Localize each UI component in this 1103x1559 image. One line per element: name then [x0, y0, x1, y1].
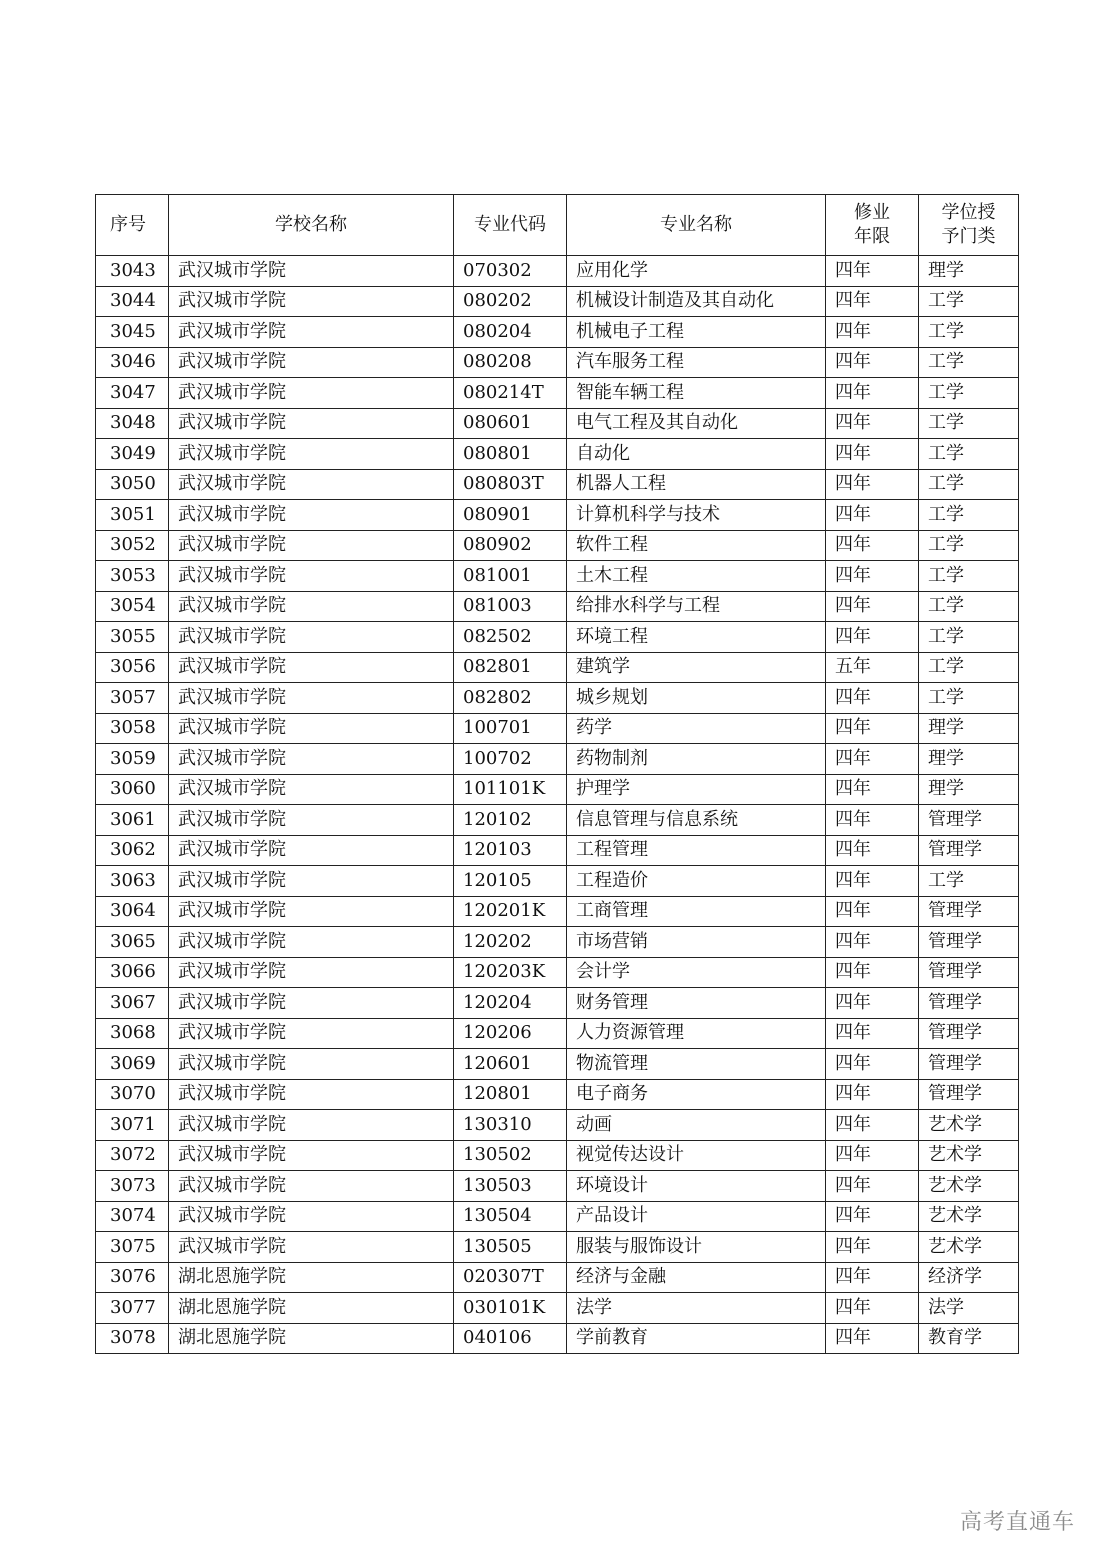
cell-code: 070302 — [454, 256, 567, 287]
cell-code: 082801 — [454, 652, 567, 683]
cell-duration: 四年 — [826, 530, 919, 561]
cell-code: 040106 — [454, 1323, 567, 1354]
cell-major: 软件工程 — [567, 530, 826, 561]
cell-major: 城乡规划 — [567, 683, 826, 714]
cell-seq: 3065 — [96, 927, 169, 958]
cell-code: 080204 — [454, 317, 567, 348]
cell-duration: 四年 — [826, 744, 919, 775]
cell-seq: 3073 — [96, 1171, 169, 1202]
table-row — [96, 1293, 1019, 1324]
cell-degree: 艺术学 — [919, 1201, 1019, 1232]
cell-seq: 3058 — [96, 713, 169, 744]
table-body — [96, 256, 1019, 1354]
cell-major: 应用化学 — [567, 256, 826, 287]
cell-major: 土木工程 — [567, 561, 826, 592]
cell-major: 汽车服务工程 — [567, 347, 826, 378]
cell-degree: 工学 — [919, 622, 1019, 653]
cell-major: 工程造价 — [567, 866, 826, 897]
table-row — [96, 1018, 1019, 1049]
cell-school: 武汉城市学院 — [169, 469, 454, 500]
table-row — [96, 439, 1019, 470]
table-row — [96, 622, 1019, 653]
cell-degree: 艺术学 — [919, 1140, 1019, 1171]
header-school: 学校名称 — [169, 195, 454, 256]
cell-school: 武汉城市学院 — [169, 1171, 454, 1202]
cell-duration: 四年 — [826, 439, 919, 470]
cell-degree: 工学 — [919, 286, 1019, 317]
cell-school: 武汉城市学院 — [169, 622, 454, 653]
cell-degree: 理学 — [919, 256, 1019, 287]
cell-degree: 管理学 — [919, 1018, 1019, 1049]
cell-major: 经济与金融 — [567, 1262, 826, 1293]
cell-school: 武汉城市学院 — [169, 652, 454, 683]
cell-degree: 管理学 — [919, 988, 1019, 1019]
cell-seq: 3068 — [96, 1018, 169, 1049]
cell-school: 武汉城市学院 — [169, 835, 454, 866]
cell-duration: 四年 — [826, 286, 919, 317]
cell-degree: 工学 — [919, 530, 1019, 561]
cell-seq: 3061 — [96, 805, 169, 836]
cell-code: 100701 — [454, 713, 567, 744]
cell-code: 120206 — [454, 1018, 567, 1049]
cell-code: 130503 — [454, 1171, 567, 1202]
table-row — [96, 1171, 1019, 1202]
cell-degree: 工学 — [919, 500, 1019, 531]
cell-duration: 四年 — [826, 927, 919, 958]
cell-degree: 工学 — [919, 469, 1019, 500]
table-row — [96, 591, 1019, 622]
cell-degree: 教育学 — [919, 1323, 1019, 1354]
cell-degree: 理学 — [919, 774, 1019, 805]
cell-duration: 四年 — [826, 1018, 919, 1049]
header-major: 专业名称 — [567, 195, 826, 256]
cell-code: 130310 — [454, 1110, 567, 1141]
cell-seq: 3053 — [96, 561, 169, 592]
cell-duration: 四年 — [826, 835, 919, 866]
cell-duration: 五年 — [826, 652, 919, 683]
cell-duration: 四年 — [826, 317, 919, 348]
cell-degree: 法学 — [919, 1293, 1019, 1324]
cell-duration: 四年 — [826, 683, 919, 714]
table-row — [96, 1323, 1019, 1354]
cell-duration: 四年 — [826, 378, 919, 409]
cell-duration: 四年 — [826, 957, 919, 988]
table-row — [96, 1110, 1019, 1141]
cell-duration: 四年 — [826, 713, 919, 744]
cell-degree: 经济学 — [919, 1262, 1019, 1293]
cell-school: 武汉城市学院 — [169, 1079, 454, 1110]
cell-duration: 四年 — [826, 561, 919, 592]
cell-school: 武汉城市学院 — [169, 957, 454, 988]
cell-school: 武汉城市学院 — [169, 774, 454, 805]
cell-school: 武汉城市学院 — [169, 317, 454, 348]
table-row — [96, 469, 1019, 500]
cell-code: 130505 — [454, 1232, 567, 1263]
cell-degree: 工学 — [919, 561, 1019, 592]
cell-code: 080202 — [454, 286, 567, 317]
table-row — [96, 1201, 1019, 1232]
cell-seq: 3072 — [96, 1140, 169, 1171]
cell-degree: 工学 — [919, 439, 1019, 470]
cell-degree: 理学 — [919, 744, 1019, 775]
cell-degree: 管理学 — [919, 805, 1019, 836]
cell-school: 武汉城市学院 — [169, 347, 454, 378]
cell-duration: 四年 — [826, 256, 919, 287]
cell-seq: 3056 — [96, 652, 169, 683]
cell-school: 武汉城市学院 — [169, 1110, 454, 1141]
cell-duration: 四年 — [826, 347, 919, 378]
cell-code: 080208 — [454, 347, 567, 378]
cell-code: 082502 — [454, 622, 567, 653]
cell-major: 环境工程 — [567, 622, 826, 653]
cell-duration: 四年 — [826, 500, 919, 531]
table-row — [96, 561, 1019, 592]
cell-seq: 3074 — [96, 1201, 169, 1232]
cell-school: 武汉城市学院 — [169, 927, 454, 958]
cell-seq: 3048 — [96, 408, 169, 439]
cell-major: 视觉传达设计 — [567, 1140, 826, 1171]
cell-school: 武汉城市学院 — [169, 500, 454, 531]
cell-degree: 工学 — [919, 347, 1019, 378]
cell-duration: 四年 — [826, 1171, 919, 1202]
cell-seq: 3064 — [96, 896, 169, 927]
cell-school: 武汉城市学院 — [169, 1232, 454, 1263]
cell-major: 护理学 — [567, 774, 826, 805]
cell-major: 机器人工程 — [567, 469, 826, 500]
cell-seq: 3071 — [96, 1110, 169, 1141]
cell-seq: 3057 — [96, 683, 169, 714]
cell-degree: 工学 — [919, 866, 1019, 897]
cell-seq: 3050 — [96, 469, 169, 500]
cell-major: 人力资源管理 — [567, 1018, 826, 1049]
header-degree: 学位授予门类 — [919, 195, 1019, 256]
table-row — [96, 1232, 1019, 1263]
cell-code: 080601 — [454, 408, 567, 439]
table-row — [96, 713, 1019, 744]
cell-degree: 工学 — [919, 652, 1019, 683]
cell-code: 120601 — [454, 1049, 567, 1080]
cell-code: 100702 — [454, 744, 567, 775]
table-row — [96, 1079, 1019, 1110]
cell-duration: 四年 — [826, 1049, 919, 1080]
cell-school: 武汉城市学院 — [169, 1018, 454, 1049]
table-row — [96, 744, 1019, 775]
cell-major: 环境设计 — [567, 1171, 826, 1202]
cell-code: 082802 — [454, 683, 567, 714]
cell-major: 药学 — [567, 713, 826, 744]
cell-code: 080902 — [454, 530, 567, 561]
cell-duration: 四年 — [826, 774, 919, 805]
cell-duration: 四年 — [826, 1079, 919, 1110]
cell-school: 武汉城市学院 — [169, 683, 454, 714]
table-row — [96, 347, 1019, 378]
cell-duration: 四年 — [826, 1201, 919, 1232]
table-row — [96, 896, 1019, 927]
cell-code: 120202 — [454, 927, 567, 958]
cell-code: 020307T — [454, 1262, 567, 1293]
table-row — [96, 683, 1019, 714]
cell-code: 080801 — [454, 439, 567, 470]
table-row — [96, 957, 1019, 988]
table-row — [96, 500, 1019, 531]
cell-seq: 3049 — [96, 439, 169, 470]
cell-duration: 四年 — [826, 988, 919, 1019]
header-code: 专业代码 — [454, 195, 567, 256]
cell-duration: 四年 — [826, 1323, 919, 1354]
cell-degree: 工学 — [919, 591, 1019, 622]
cell-duration: 四年 — [826, 805, 919, 836]
table-row — [96, 286, 1019, 317]
cell-code: 120201K — [454, 896, 567, 927]
cell-major: 机械电子工程 — [567, 317, 826, 348]
cell-major: 自动化 — [567, 439, 826, 470]
cell-code: 120204 — [454, 988, 567, 1019]
table-row — [96, 317, 1019, 348]
cell-seq: 3052 — [96, 530, 169, 561]
cell-school: 武汉城市学院 — [169, 256, 454, 287]
cell-major: 物流管理 — [567, 1049, 826, 1080]
cell-degree: 管理学 — [919, 957, 1019, 988]
cell-degree: 艺术学 — [919, 1232, 1019, 1263]
cell-school: 湖北恩施学院 — [169, 1323, 454, 1354]
cell-school: 湖北恩施学院 — [169, 1293, 454, 1324]
cell-school: 武汉城市学院 — [169, 896, 454, 927]
table-row — [96, 652, 1019, 683]
cell-duration: 四年 — [826, 469, 919, 500]
cell-school: 武汉城市学院 — [169, 286, 454, 317]
cell-school: 武汉城市学院 — [169, 1201, 454, 1232]
cell-seq: 3077 — [96, 1293, 169, 1324]
cell-school: 武汉城市学院 — [169, 1049, 454, 1080]
cell-major: 电子商务 — [567, 1079, 826, 1110]
cell-seq: 3051 — [96, 500, 169, 531]
cell-major: 智能车辆工程 — [567, 378, 826, 409]
cell-major: 市场营销 — [567, 927, 826, 958]
cell-code: 120102 — [454, 805, 567, 836]
cell-duration: 四年 — [826, 1232, 919, 1263]
cell-code: 081003 — [454, 591, 567, 622]
cell-code: 080901 — [454, 500, 567, 531]
cell-seq: 3046 — [96, 347, 169, 378]
cell-seq: 3055 — [96, 622, 169, 653]
cell-seq: 3078 — [96, 1323, 169, 1354]
cell-duration: 四年 — [826, 1293, 919, 1324]
table-row — [96, 805, 1019, 836]
cell-seq: 3047 — [96, 378, 169, 409]
table-row — [96, 530, 1019, 561]
cell-school: 武汉城市学院 — [169, 1140, 454, 1171]
cell-seq: 3045 — [96, 317, 169, 348]
cell-degree: 管理学 — [919, 1049, 1019, 1080]
cell-major: 药物制剂 — [567, 744, 826, 775]
cell-duration: 四年 — [826, 408, 919, 439]
cell-degree: 管理学 — [919, 1079, 1019, 1110]
cell-code: 130504 — [454, 1201, 567, 1232]
table-row — [96, 988, 1019, 1019]
cell-code: 120105 — [454, 866, 567, 897]
cell-major: 法学 — [567, 1293, 826, 1324]
cell-major: 工程管理 — [567, 835, 826, 866]
cell-school: 武汉城市学院 — [169, 408, 454, 439]
cell-code: 120103 — [454, 835, 567, 866]
table-row — [96, 378, 1019, 409]
cell-school: 湖北恩施学院 — [169, 1262, 454, 1293]
cell-school: 武汉城市学院 — [169, 988, 454, 1019]
cell-school: 武汉城市学院 — [169, 866, 454, 897]
cell-school: 武汉城市学院 — [169, 530, 454, 561]
cell-seq: 3059 — [96, 744, 169, 775]
cell-code: 120801 — [454, 1079, 567, 1110]
cell-seq: 3070 — [96, 1079, 169, 1110]
cell-major: 计算机科学与技术 — [567, 500, 826, 531]
cell-degree: 艺术学 — [919, 1110, 1019, 1141]
table-row — [96, 1262, 1019, 1293]
cell-major: 信息管理与信息系统 — [567, 805, 826, 836]
cell-seq: 3062 — [96, 835, 169, 866]
cell-seq: 3069 — [96, 1049, 169, 1080]
table-header — [96, 195, 1019, 256]
cell-school: 武汉城市学院 — [169, 439, 454, 470]
cell-seq: 3043 — [96, 256, 169, 287]
cell-seq: 3063 — [96, 866, 169, 897]
cell-seq: 3067 — [96, 988, 169, 1019]
cell-major: 财务管理 — [567, 988, 826, 1019]
table-row — [96, 1140, 1019, 1171]
cell-seq: 3066 — [96, 957, 169, 988]
cell-code: 080803T — [454, 469, 567, 500]
header-seq: 序号 — [96, 195, 169, 256]
cell-code: 130502 — [454, 1140, 567, 1171]
cell-major: 会计学 — [567, 957, 826, 988]
cell-degree: 工学 — [919, 408, 1019, 439]
majors-table — [95, 194, 1019, 1354]
cell-major: 动画 — [567, 1110, 826, 1141]
cell-duration: 四年 — [826, 866, 919, 897]
cell-major: 工商管理 — [567, 896, 826, 927]
cell-degree: 工学 — [919, 378, 1019, 409]
cell-duration: 四年 — [826, 1140, 919, 1171]
cell-major: 产品设计 — [567, 1201, 826, 1232]
cell-duration: 四年 — [826, 1262, 919, 1293]
cell-degree: 管理学 — [919, 896, 1019, 927]
cell-major: 电气工程及其自动化 — [567, 408, 826, 439]
table-row — [96, 927, 1019, 958]
header-duration: 修业年限 — [826, 195, 919, 256]
cell-seq: 3044 — [96, 286, 169, 317]
cell-school: 武汉城市学院 — [169, 744, 454, 775]
cell-code: 080214T — [454, 378, 567, 409]
cell-major: 建筑学 — [567, 652, 826, 683]
cell-seq: 3076 — [96, 1262, 169, 1293]
cell-code: 101101K — [454, 774, 567, 805]
cell-degree: 理学 — [919, 713, 1019, 744]
cell-school: 武汉城市学院 — [169, 378, 454, 409]
cell-major: 学前教育 — [567, 1323, 826, 1354]
cell-major: 服装与服饰设计 — [567, 1232, 826, 1263]
cell-degree: 工学 — [919, 683, 1019, 714]
watermark-text: 高考直通车 — [959, 1510, 1075, 1535]
cell-school: 武汉城市学院 — [169, 713, 454, 744]
cell-major: 给排水科学与工程 — [567, 591, 826, 622]
cell-duration: 四年 — [826, 591, 919, 622]
cell-degree: 管理学 — [919, 927, 1019, 958]
cell-degree: 管理学 — [919, 835, 1019, 866]
table-row — [96, 835, 1019, 866]
cell-seq: 3075 — [96, 1232, 169, 1263]
cell-code: 120203K — [454, 957, 567, 988]
table-row — [96, 256, 1019, 287]
table-row — [96, 408, 1019, 439]
cell-school: 武汉城市学院 — [169, 591, 454, 622]
cell-duration: 四年 — [826, 1110, 919, 1141]
cell-duration: 四年 — [826, 622, 919, 653]
cell-major: 机械设计制造及其自动化 — [567, 286, 826, 317]
cell-degree: 工学 — [919, 317, 1019, 348]
cell-duration: 四年 — [826, 896, 919, 927]
cell-school: 武汉城市学院 — [169, 805, 454, 836]
cell-school: 武汉城市学院 — [169, 561, 454, 592]
table-row — [96, 866, 1019, 897]
cell-seq: 3060 — [96, 774, 169, 805]
cell-code: 081001 — [454, 561, 567, 592]
cell-code: 030101K — [454, 1293, 567, 1324]
table-row — [96, 774, 1019, 805]
table-row — [96, 1049, 1019, 1080]
cell-degree: 艺术学 — [919, 1171, 1019, 1202]
cell-seq: 3054 — [96, 591, 169, 622]
